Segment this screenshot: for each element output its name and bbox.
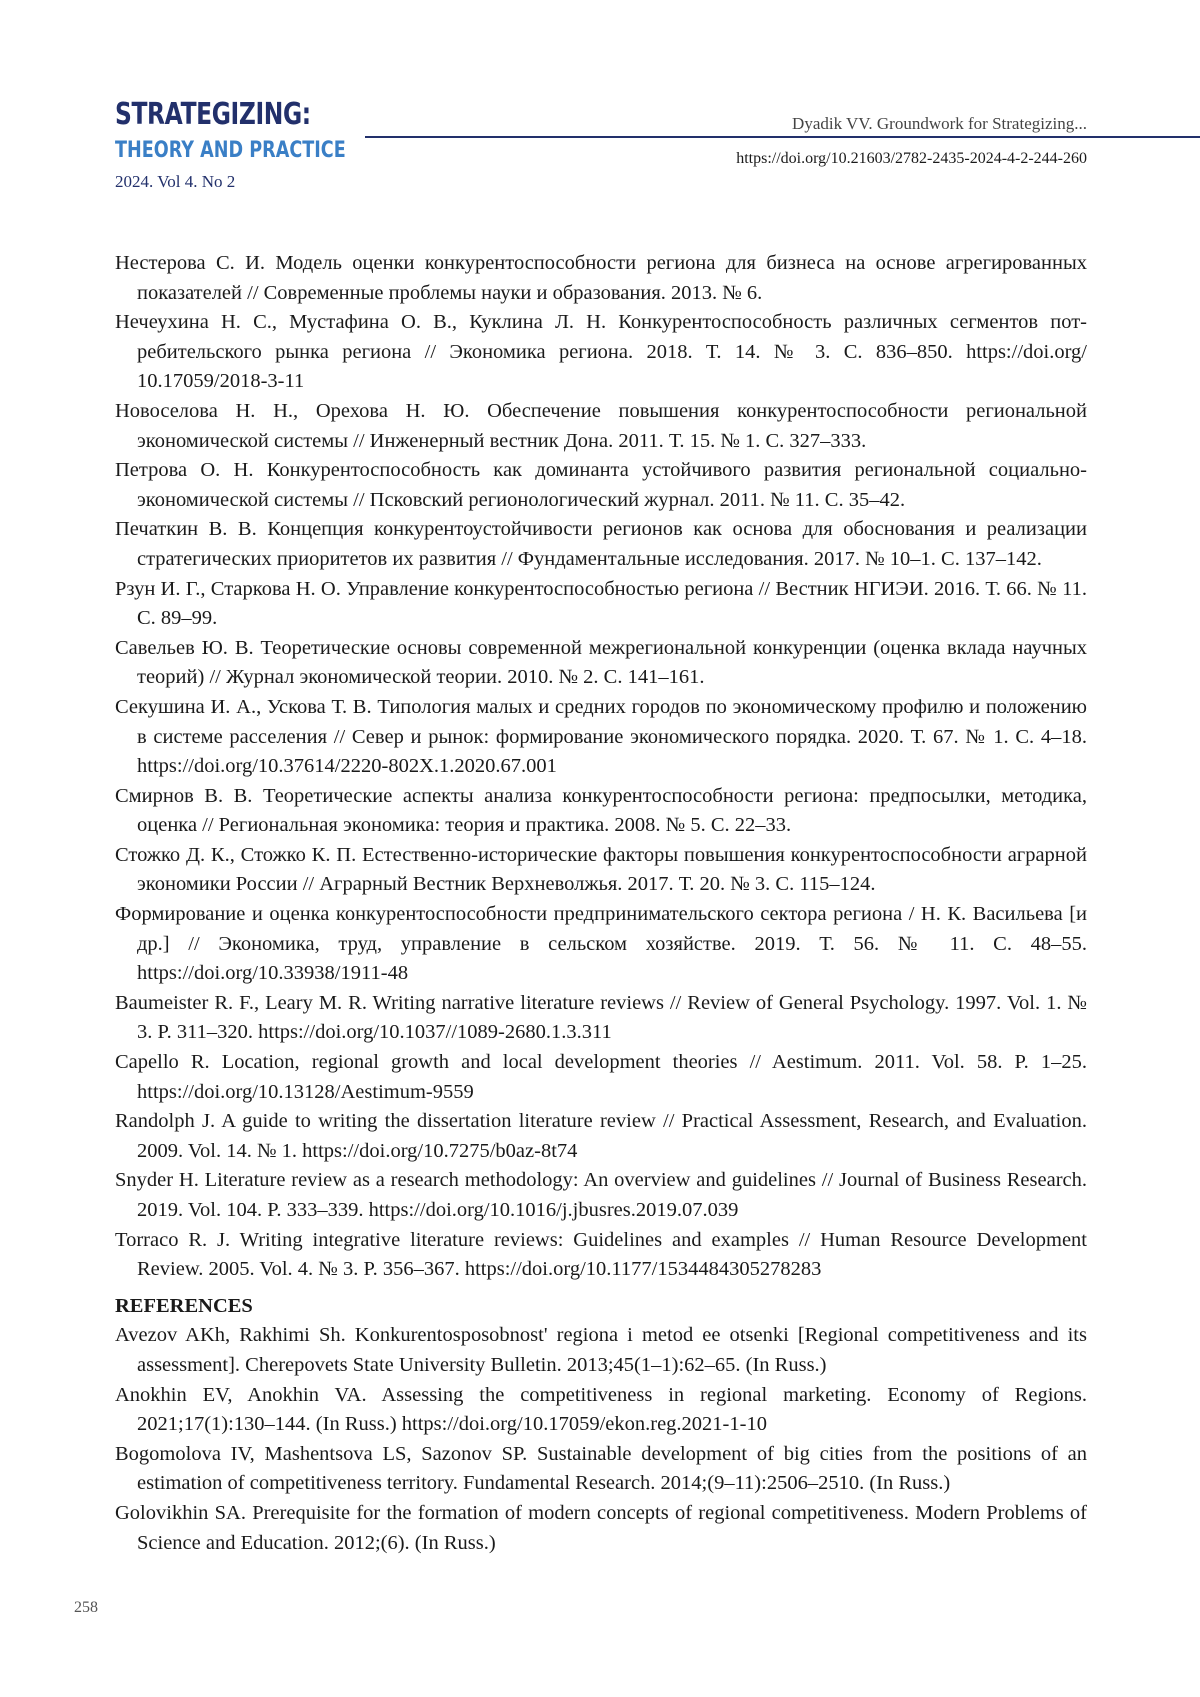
- reference-entry: Randolph J. A guide to writing the dissertation literature review // Practical Assessment, Research, and Evaluation. 2009. Vol. 14. № 1. https://doi.org/10.7275/b0az-8t74: [115, 1110, 1087, 1162]
- article-doi: https://doi.org/10.21603/2782-2435-2024-4-2-244-260: [736, 150, 1087, 167]
- reference-list: [115, 249, 1087, 1558]
- reference-entry: Golovikhin SA. Prerequisite for the formation of modern concepts of regional competitiveness. Modern Problems of Science and Education. 2012;(6). (In Russ.): [115, 1501, 1087, 1554]
- reference-entry: Avezov AKh, Rakhimi Sh. Konkurentosposobnost' regiona i metod ee otsenki [Regional competitiveness and its assessment]. Cherepovets State University Bulletin. 2013;45(1–1):62–65. (In Russ.): [115, 1324, 1087, 1376]
- references-russian: [115, 249, 1087, 1285]
- reference-entry: Рзун И. Г., Старкова Н. О. Управление конкурентоспособностью региона // Вестник НГИЭИ. 2016. Т. 66. № 11. С. 89–99.: [115, 577, 1087, 630]
- references-english: [115, 1321, 1087, 1558]
- reference-entry: Нестерова С. И. Модель оценки конкурентоспособности региона для бизнеса на основе агрегированных показателей // Современные проблемы науки и образования. 2013. № 6.: [115, 252, 1087, 304]
- reference-entry: Anokhin EV, Anokhin VA. Assessing the competitiveness in regional marketing. Economy of Regions. 2021;17(1):130–144. (In Russ.) https://doi.org/10.17059/ekon.reg.2021-1-10: [115, 1383, 1087, 1436]
- reference-entry: Bogomolova IV, Mashentsova LS, Sazonov SP. Sustainable development of big cities from the positions of an estimation of competitiveness territory. Fundamental Research. 2014;(9–11):2506–2510. (In Russ.): [115, 1442, 1087, 1495]
- header-divider: [365, 136, 1200, 138]
- reference-entry: Baumeister R. F., Leary M. R. Writing narrative literature reviews // Review of General Psychology. 1997. Vol. 1. № 3. P. 311–320. https://doi.org/10.1037//1089-2680.1.3.311: [115, 991, 1087, 1044]
- page-number: 258: [74, 1599, 98, 1616]
- reference-entry: Torraco R. J. Writing integrative literature reviews: Guidelines and examples // Human Resource Development Review. 2005. Vol. 4. № 3. P. 356–367. https://doi.org/10.1177/1534484305278283: [115, 1228, 1087, 1281]
- journal-title-line2: THEORY AND PRACTICE: [115, 138, 346, 163]
- reference-entry: Новоселова Н. Н., Орехова Н. Ю. Обеспечение повышения конкурентоспособности региональной экономической системы // Инженерный вестник Дона. 2011. Т. 15. № 1. С. 327–333.: [115, 399, 1087, 452]
- reference-entry: Печаткин В. В. Концепция конкурентоустойчивости регионов как основа для обоснования и реализации стратегических приоритетов их развития // Фундаментальные исследования. 2017. № 10–1. С. 137–142.: [115, 518, 1087, 570]
- reference-entry: Формирование и оценка конкурентоспособности предпринимательского сектора региона / Н. К. Васильева [и др.] // Экономика, труд, управление в сельском хозяйстве. 2019. Т. 56. № 11. С. 48–55. https://doi.org/10.33938/1911-48: [115, 903, 1087, 985]
- references-section-title: REFERENCES: [115, 1294, 253, 1317]
- journal-title-line1: STRATEGIZING:: [115, 97, 311, 132]
- reference-entry: Стожко Д. К., Стожко К. П. Естественно-исторические факторы повышения конкурентоспособности аграрной экономики России // Аграрный Вестник Верхневолжья. 2017. Т. 20. № 3. С. 115–124.: [115, 843, 1087, 896]
- reference-entry: Capello R. Location, regional growth and local development theories // Aestimum. 2011. Vol. 58. P. 1–25. https://doi.org/10.13128/Aestimum-9559: [115, 1051, 1087, 1103]
- running-title: Dyadik VV. Groundwork for Strategizing...: [792, 114, 1087, 133]
- journal-logo: [115, 97, 403, 192]
- reference-entry: Савельев Ю. В. Теоретические основы современной межрегиональной конкуренции (оценка вклада научных теорий) // Журнал экономической теории. 2010. № 2. С. 141–161.: [115, 636, 1087, 689]
- reference-entry: Смирнов В. В. Теоретические аспекты анализа конкурентоспособности региона: предпосылки, методика, оценка // Региональная экономика: теория и практика. 2008. № 5. С. 22–33.: [115, 784, 1087, 837]
- reference-entry: Секушина И. А., Ускова Т. В. Типология малых и средних городов по экономическому профилю и положению в системе расселения // Север и рынок: формирование экономического порядка. 2020. Т. 67. № 1. С. 4–18. https://doi.org/10.37614/2220-802X.1.2020.67.001: [115, 695, 1087, 778]
- issue-info: 2024. Vol 4. No 2: [115, 172, 236, 191]
- reference-entry: Петрова О. Н. Конкурентоспособность как доминанта устойчивого развития региональной социально-экономической системы // Псковский регионологический журнал. 2011. № 11. С. 35–42.: [115, 459, 1087, 511]
- reference-entry: Snyder H. Literature review as a research methodology: An overview and guidelines // Journal of Business Research. 2019. Vol. 104. P. 333–339. https://doi.org/10.1016/j.jbusres.2019.07.039: [115, 1169, 1087, 1221]
- reference-entry: Нечеухина Н. С., Мустафина О. В., Куклина Л. Н. Конкурентоспособность различных сегментов потребительского рынка региона // Экономика региона. 2018. Т. 14. № 3. С. 836–850. https://doi.org/ 10.17059/2018-3-11: [115, 311, 1087, 393]
